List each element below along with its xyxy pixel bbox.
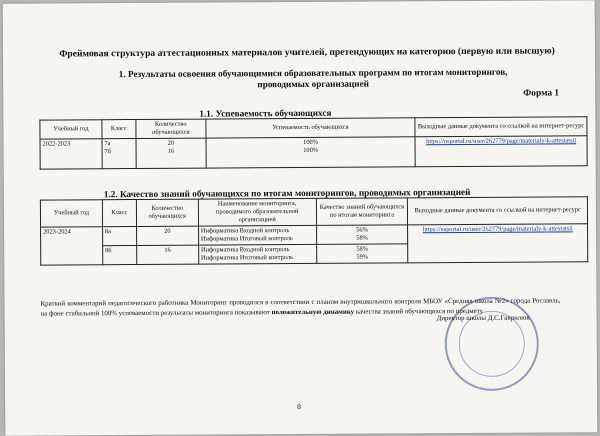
year-cell: 2023-2024: [41, 227, 103, 265]
quality-value: 56%: [356, 226, 368, 234]
class-cell: [102, 139, 136, 169]
official-stamp: [444, 297, 539, 392]
monitoring-name: Информатика Итоговый контроль: [201, 254, 294, 262]
comment-text-end: качества знаний обучающихся по предмету: [354, 308, 484, 317]
resource-link[interactable]: https://nsportal.ru/user/262779/page/materialy-k-attestatsii: [422, 225, 573, 234]
comment-text: Краткий комментарий педагогического работника Мониторинг проводился в соответствии с планом внутришкольного контроля МБОУ «Средняя школа №2» города Рославль, на фоне стабильной 100% успеваемости результаты мониторинга показывают: [40, 297, 561, 318]
page-number: 8: [297, 401, 301, 412]
header-cell: Выходные данные документа со ссылкой на интернет-ресурс: [408, 197, 588, 225]
header-cell: Наименование мониторинга, проводимого образовательной организацией: [198, 198, 316, 226]
year-cell: 2022-2023: [40, 139, 102, 169]
count-cell: 20: [136, 226, 198, 245]
document-page: [3, 0, 598, 436]
monitoring-name: Информатика Итоговый контроль: [200, 235, 293, 243]
quality-value: 58%: [356, 245, 369, 253]
header-cell: Успеваемость обучающихся: [206, 118, 416, 138]
count-value: 20: [167, 139, 175, 147]
header-cell: Количество обучающихся: [136, 199, 198, 226]
progress-value: 100%: [303, 146, 319, 154]
header-cell: Класс: [102, 120, 136, 139]
table-row: [40, 136, 587, 169]
quality-value: 58%: [356, 234, 368, 242]
quality-cell: [316, 244, 408, 264]
header-cell: Учебный год: [40, 200, 102, 227]
monitoring-name: Информатика Входной контроль: [200, 246, 290, 254]
class-value: 7б: [104, 148, 111, 156]
section-heading-line2: проводимых организацией: [257, 78, 369, 90]
progress-cell: [206, 137, 416, 168]
link-cell: [415, 136, 587, 167]
count-cell: [136, 138, 206, 168]
table-row: [41, 224, 588, 246]
progress-value: 100%: [303, 138, 319, 146]
header-cell: Количество обучающихся: [136, 119, 206, 138]
document-title: Фреймовая структура аттестационных материалов учителей, претендующих на категорию (первую или высшую): [59, 45, 555, 60]
quality-table: [40, 196, 588, 265]
count-value: 16: [167, 147, 175, 155]
monitoring-cell: [198, 225, 316, 245]
progress-table: [39, 116, 587, 169]
link-cell: [408, 224, 588, 263]
class-cell: 8а: [102, 226, 136, 245]
header-cell: Выходные данные документа со ссылкой на интернет-ресурс: [415, 117, 587, 137]
header-cell: Качество знаний обучающихся по итогам мониторинга: [316, 198, 408, 226]
header-cell: Учебный год: [40, 120, 102, 139]
class-value: 7а: [104, 140, 111, 148]
form-label: Форма 1: [523, 88, 560, 99]
signature-line: Директор школы Д.С.Гаврилюк: [436, 314, 530, 323]
table2-caption: 1.2. Качество знаний обучающихся по итогам мониторингов, проводимых организацией: [103, 186, 471, 200]
count-cell: 16: [137, 245, 199, 264]
header-cell: Класс: [102, 200, 136, 227]
quality-value: 59%: [356, 253, 369, 261]
monitoring-cell: [198, 244, 316, 264]
table-header-row: [40, 197, 587, 227]
quality-cell: [316, 225, 408, 245]
section-heading-line1: 1. Результаты освоения обучающимися образовательных программ по итогам мониторингов,: [118, 66, 508, 80]
resource-link[interactable]: https://nsportal.ru/user/262779/page/materialy-k-attestatsii: [426, 137, 577, 146]
class-cell: 8б: [103, 245, 137, 264]
monitoring-name: Информатика Входной контроль: [200, 227, 290, 235]
comment-emphasis: положительную динамику: [271, 309, 355, 317]
table1-caption: 1.1. Успеваемость обучающихся: [199, 107, 332, 119]
